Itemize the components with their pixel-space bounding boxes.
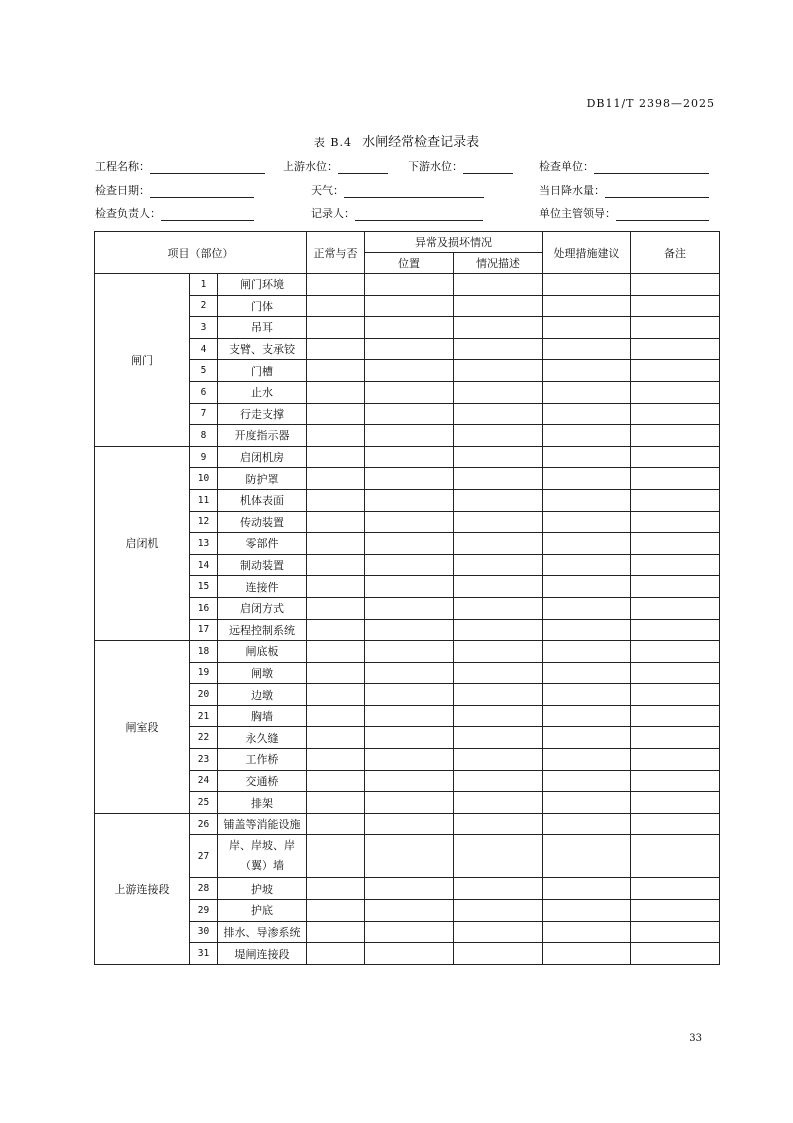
normal-cell[interactable] bbox=[307, 878, 365, 900]
group-name-cell: 上游连接段 bbox=[95, 813, 190, 964]
description-cell[interactable] bbox=[454, 813, 543, 835]
location-cell[interactable] bbox=[365, 446, 454, 468]
measures-cell[interactable] bbox=[543, 425, 631, 447]
normal-cell[interactable] bbox=[307, 295, 365, 317]
normal-cell[interactable] bbox=[307, 381, 365, 403]
upstream-level-label: 上游水位： bbox=[283, 160, 338, 173]
location-cell[interactable] bbox=[365, 943, 454, 965]
inspection-unit-label: 检查单位： bbox=[539, 160, 594, 173]
table-title-text: 水闸经常检查记录表 bbox=[362, 135, 480, 150]
description-cell[interactable] bbox=[454, 489, 543, 511]
row-item-cell: 开度指示器 bbox=[218, 425, 307, 447]
row-number-cell: 29 bbox=[190, 900, 218, 922]
location-cell[interactable] bbox=[365, 489, 454, 511]
row-item-cell: 远程控制系统 bbox=[218, 619, 307, 641]
upstream-level-blank[interactable] bbox=[338, 161, 388, 174]
recorder-field bbox=[311, 205, 483, 221]
row-number-cell: 10 bbox=[190, 468, 218, 490]
description-cell[interactable] bbox=[454, 619, 543, 641]
upstream-level-field bbox=[283, 158, 388, 174]
measures-cell[interactable] bbox=[543, 705, 631, 727]
normal-cell[interactable] bbox=[307, 749, 365, 771]
remarks-cell[interactable] bbox=[631, 813, 720, 835]
description-cell[interactable] bbox=[454, 468, 543, 490]
measures-cell[interactable] bbox=[543, 274, 631, 296]
measures-cell[interactable] bbox=[543, 468, 631, 490]
location-cell[interactable] bbox=[365, 900, 454, 922]
page-number: 33 bbox=[689, 1033, 702, 1044]
normal-cell[interactable] bbox=[307, 403, 365, 425]
table-code: 表 B.4 bbox=[313, 136, 352, 149]
row-item-cell: 闸门环境 bbox=[218, 274, 307, 296]
row-item-cell: 闸墩 bbox=[218, 662, 307, 684]
weather-blank[interactable] bbox=[344, 185, 484, 198]
remarks-cell[interactable] bbox=[631, 684, 720, 706]
location-cell[interactable] bbox=[365, 425, 454, 447]
normal-cell[interactable] bbox=[307, 511, 365, 533]
description-cell[interactable] bbox=[454, 403, 543, 425]
measures-cell[interactable] bbox=[543, 446, 631, 468]
recorder-label: 记录人： bbox=[311, 207, 355, 220]
remarks-cell[interactable] bbox=[631, 489, 720, 511]
measures-cell[interactable] bbox=[543, 317, 631, 339]
row-number-cell: 27 bbox=[190, 835, 218, 878]
remarks-cell[interactable] bbox=[631, 597, 720, 619]
recorder-blank[interactable] bbox=[355, 208, 483, 221]
unit-leader-label: 单位主管领导： bbox=[539, 207, 616, 220]
remarks-cell[interactable] bbox=[631, 705, 720, 727]
row-item-cell: 吊耳 bbox=[218, 317, 307, 339]
row-number-cell: 12 bbox=[190, 511, 218, 533]
description-cell[interactable] bbox=[454, 576, 543, 598]
measures-cell[interactable] bbox=[543, 597, 631, 619]
inspection-unit-field bbox=[539, 158, 709, 174]
row-item-cell: 堤闸连接段 bbox=[218, 943, 307, 965]
inspection-date-blank[interactable] bbox=[150, 185, 254, 198]
normal-cell[interactable] bbox=[307, 597, 365, 619]
normal-cell[interactable] bbox=[307, 468, 365, 490]
row-number-cell: 9 bbox=[190, 446, 218, 468]
location-cell[interactable] bbox=[365, 770, 454, 792]
normal-cell[interactable] bbox=[307, 727, 365, 749]
normal-cell[interactable] bbox=[307, 813, 365, 835]
description-cell[interactable] bbox=[454, 381, 543, 403]
row-number-cell: 20 bbox=[190, 684, 218, 706]
location-cell[interactable] bbox=[365, 878, 454, 900]
remarks-cell[interactable] bbox=[631, 295, 720, 317]
normal-cell[interactable] bbox=[307, 900, 365, 922]
remarks-cell[interactable] bbox=[631, 662, 720, 684]
remarks-cell[interactable] bbox=[631, 749, 720, 771]
description-cell[interactable] bbox=[454, 597, 543, 619]
unit-leader-blank[interactable] bbox=[616, 208, 709, 221]
remarks-cell[interactable] bbox=[631, 554, 720, 576]
remarks-cell[interactable] bbox=[631, 619, 720, 641]
measures-cell[interactable] bbox=[543, 813, 631, 835]
remarks-cell[interactable] bbox=[631, 770, 720, 792]
row-number-cell: 5 bbox=[190, 360, 218, 382]
description-cell[interactable] bbox=[454, 921, 543, 943]
location-cell[interactable] bbox=[365, 597, 454, 619]
row-item-cell: 支臂、支承铰 bbox=[218, 338, 307, 360]
remarks-cell[interactable] bbox=[631, 900, 720, 922]
inspector-field bbox=[95, 205, 254, 221]
description-cell[interactable] bbox=[454, 317, 543, 339]
row-number-cell: 24 bbox=[190, 770, 218, 792]
row-item-cell: 连接件 bbox=[218, 576, 307, 598]
remarks-cell[interactable] bbox=[631, 317, 720, 339]
location-cell[interactable] bbox=[365, 511, 454, 533]
row-item-cell: 护底 bbox=[218, 900, 307, 922]
description-cell[interactable] bbox=[454, 878, 543, 900]
remarks-cell[interactable] bbox=[631, 921, 720, 943]
description-cell[interactable] bbox=[454, 770, 543, 792]
normal-cell[interactable] bbox=[307, 360, 365, 382]
row-item-cell: 防护罩 bbox=[218, 468, 307, 490]
inspection-unit-blank[interactable] bbox=[594, 161, 709, 174]
row-number-cell: 8 bbox=[190, 425, 218, 447]
row-number-cell: 1 bbox=[190, 274, 218, 296]
remarks-cell[interactable] bbox=[631, 943, 720, 965]
measures-cell[interactable] bbox=[543, 381, 631, 403]
row-item-cell: 边墩 bbox=[218, 684, 307, 706]
table-row bbox=[95, 446, 720, 468]
row-number-cell: 13 bbox=[190, 533, 218, 555]
row-item-cell: 机体表面 bbox=[218, 489, 307, 511]
measures-cell[interactable] bbox=[543, 619, 631, 641]
measures-cell[interactable] bbox=[543, 360, 631, 382]
row-item-cell: 门体 bbox=[218, 295, 307, 317]
measures-cell[interactable] bbox=[543, 770, 631, 792]
remarks-cell[interactable] bbox=[631, 792, 720, 814]
measures-cell[interactable] bbox=[543, 511, 631, 533]
description-cell[interactable] bbox=[454, 727, 543, 749]
row-item-cell: 岸、岸坡、岸（翼）墙 bbox=[218, 835, 307, 878]
description-cell[interactable] bbox=[454, 554, 543, 576]
measures-cell[interactable] bbox=[543, 943, 631, 965]
group-name-cell: 闸室段 bbox=[95, 641, 190, 814]
normal-cell[interactable] bbox=[307, 489, 365, 511]
row-number-cell: 11 bbox=[190, 489, 218, 511]
measures-cell[interactable] bbox=[543, 403, 631, 425]
location-cell[interactable] bbox=[365, 619, 454, 641]
location-cell[interactable] bbox=[365, 684, 454, 706]
project-name-label: 工程名称： bbox=[95, 160, 150, 173]
project-name-blank[interactable] bbox=[150, 161, 265, 174]
row-item-cell: 启闭机房 bbox=[218, 446, 307, 468]
row-item-cell: 铺盖等消能设施 bbox=[218, 813, 307, 835]
description-cell[interactable] bbox=[454, 684, 543, 706]
header-abnormal: 异常及损坏情况 bbox=[365, 232, 543, 253]
normal-cell[interactable] bbox=[307, 274, 365, 296]
project-name-field bbox=[95, 158, 265, 174]
row-item-cell: 排架 bbox=[218, 792, 307, 814]
location-cell[interactable] bbox=[365, 468, 454, 490]
inspection-date-label: 检查日期： bbox=[95, 184, 150, 197]
row-item-cell: 传动装置 bbox=[218, 511, 307, 533]
measures-cell[interactable] bbox=[543, 749, 631, 771]
normal-cell[interactable] bbox=[307, 943, 365, 965]
location-cell[interactable] bbox=[365, 533, 454, 555]
location-cell[interactable] bbox=[365, 662, 454, 684]
inspector-label: 检查负责人： bbox=[95, 207, 161, 220]
remarks-cell[interactable] bbox=[631, 274, 720, 296]
remarks-cell[interactable] bbox=[631, 878, 720, 900]
description-cell[interactable] bbox=[454, 900, 543, 922]
row-number-cell: 26 bbox=[190, 813, 218, 835]
description-cell[interactable] bbox=[454, 835, 543, 878]
row-item-cell: 启闭方式 bbox=[218, 597, 307, 619]
row-item-cell: 闸底板 bbox=[218, 641, 307, 663]
row-item-cell: 门槽 bbox=[218, 360, 307, 382]
normal-cell[interactable] bbox=[307, 619, 365, 641]
row-item-cell: 胸墙 bbox=[218, 705, 307, 727]
rainfall-blank[interactable] bbox=[605, 185, 709, 198]
normal-cell[interactable] bbox=[307, 662, 365, 684]
header-item: 项目（部位） bbox=[95, 232, 307, 274]
location-cell[interactable] bbox=[365, 554, 454, 576]
description-cell[interactable] bbox=[454, 511, 543, 533]
rainfall-label: 当日降水量： bbox=[539, 184, 605, 197]
row-item-cell: 永久缝 bbox=[218, 727, 307, 749]
location-cell[interactable] bbox=[365, 921, 454, 943]
downstream-level-field bbox=[408, 158, 513, 174]
location-cell[interactable] bbox=[365, 813, 454, 835]
location-cell[interactable] bbox=[365, 835, 454, 878]
header-normal: 正常与否 bbox=[307, 232, 365, 274]
row-item-cell: 护坡 bbox=[218, 878, 307, 900]
location-cell[interactable] bbox=[365, 792, 454, 814]
header-description: 情况描述 bbox=[454, 253, 543, 274]
location-cell[interactable] bbox=[365, 274, 454, 296]
table-row bbox=[95, 813, 720, 835]
remarks-cell[interactable] bbox=[631, 425, 720, 447]
remarks-cell[interactable] bbox=[631, 381, 720, 403]
table-title bbox=[0, 131, 793, 150]
row-number-cell: 17 bbox=[190, 619, 218, 641]
row-number-cell: 15 bbox=[190, 576, 218, 598]
normal-cell[interactable] bbox=[307, 554, 365, 576]
normal-cell[interactable] bbox=[307, 425, 365, 447]
document-id: DB11/T 2398—2025 bbox=[586, 97, 715, 110]
remarks-cell[interactable] bbox=[631, 835, 720, 878]
weather-label: 天气： bbox=[311, 184, 344, 197]
normal-cell[interactable] bbox=[307, 835, 365, 878]
normal-cell[interactable] bbox=[307, 684, 365, 706]
row-number-cell: 21 bbox=[190, 705, 218, 727]
header-remarks: 备注 bbox=[631, 232, 720, 274]
measures-cell[interactable] bbox=[543, 338, 631, 360]
location-cell[interactable] bbox=[365, 576, 454, 598]
measures-cell[interactable] bbox=[543, 878, 631, 900]
inspector-blank[interactable] bbox=[161, 208, 254, 221]
description-cell[interactable] bbox=[454, 274, 543, 296]
remarks-cell[interactable] bbox=[631, 533, 720, 555]
description-cell[interactable] bbox=[454, 705, 543, 727]
row-item-cell: 制动装置 bbox=[218, 554, 307, 576]
row-item-cell: 排水、导渗系统 bbox=[218, 921, 307, 943]
table-row bbox=[95, 641, 720, 663]
row-number-cell: 3 bbox=[190, 317, 218, 339]
measures-cell[interactable] bbox=[543, 727, 631, 749]
inspection-date-field bbox=[95, 182, 254, 198]
row-number-cell: 16 bbox=[190, 597, 218, 619]
description-cell[interactable] bbox=[454, 641, 543, 663]
measures-cell[interactable] bbox=[543, 792, 631, 814]
measures-cell[interactable] bbox=[543, 900, 631, 922]
description-cell[interactable] bbox=[454, 295, 543, 317]
normal-cell[interactable] bbox=[307, 641, 365, 663]
description-cell[interactable] bbox=[454, 749, 543, 771]
row-number-cell: 2 bbox=[190, 295, 218, 317]
row-item-cell: 交通桥 bbox=[218, 770, 307, 792]
normal-cell[interactable] bbox=[307, 317, 365, 339]
remarks-cell[interactable] bbox=[631, 446, 720, 468]
measures-cell[interactable] bbox=[543, 295, 631, 317]
row-number-cell: 4 bbox=[190, 338, 218, 360]
location-cell[interactable] bbox=[365, 705, 454, 727]
row-number-cell: 25 bbox=[190, 792, 218, 814]
remarks-cell[interactable] bbox=[631, 641, 720, 663]
header-measures: 处理措施建议 bbox=[543, 232, 631, 274]
measures-cell[interactable] bbox=[543, 533, 631, 555]
measures-cell[interactable] bbox=[543, 921, 631, 943]
location-cell[interactable] bbox=[365, 403, 454, 425]
location-cell[interactable] bbox=[365, 360, 454, 382]
remarks-cell[interactable] bbox=[631, 727, 720, 749]
description-cell[interactable] bbox=[454, 792, 543, 814]
row-number-cell: 23 bbox=[190, 749, 218, 771]
location-cell[interactable] bbox=[365, 727, 454, 749]
row-item-cell: 行走支撑 bbox=[218, 403, 307, 425]
unit-leader-field bbox=[539, 205, 709, 221]
remarks-cell[interactable] bbox=[631, 576, 720, 598]
row-number-cell: 18 bbox=[190, 641, 218, 663]
row-item-cell: 零部件 bbox=[218, 533, 307, 555]
location-cell[interactable] bbox=[365, 295, 454, 317]
measures-cell[interactable] bbox=[543, 489, 631, 511]
row-number-cell: 7 bbox=[190, 403, 218, 425]
description-cell[interactable] bbox=[454, 338, 543, 360]
remarks-cell[interactable] bbox=[631, 338, 720, 360]
rainfall-field bbox=[539, 182, 709, 198]
normal-cell[interactable] bbox=[307, 533, 365, 555]
location-cell[interactable] bbox=[365, 338, 454, 360]
normal-cell[interactable] bbox=[307, 921, 365, 943]
remarks-cell[interactable] bbox=[631, 511, 720, 533]
row-item-cell: 止水 bbox=[218, 381, 307, 403]
description-cell[interactable] bbox=[454, 425, 543, 447]
row-number-cell: 14 bbox=[190, 554, 218, 576]
header-row-1 bbox=[95, 232, 720, 253]
row-number-cell: 28 bbox=[190, 878, 218, 900]
row-number-cell: 22 bbox=[190, 727, 218, 749]
description-cell[interactable] bbox=[454, 533, 543, 555]
measures-cell[interactable] bbox=[543, 641, 631, 663]
location-cell[interactable] bbox=[365, 317, 454, 339]
normal-cell[interactable] bbox=[307, 338, 365, 360]
remarks-cell[interactable] bbox=[631, 403, 720, 425]
measures-cell[interactable] bbox=[543, 554, 631, 576]
description-cell[interactable] bbox=[454, 446, 543, 468]
weather-field bbox=[311, 182, 484, 198]
group-name-cell: 启闭机 bbox=[95, 446, 190, 640]
row-number-cell: 31 bbox=[190, 943, 218, 965]
row-number-cell: 19 bbox=[190, 662, 218, 684]
description-cell[interactable] bbox=[454, 662, 543, 684]
remarks-cell[interactable] bbox=[631, 468, 720, 490]
remarks-cell[interactable] bbox=[631, 360, 720, 382]
description-cell[interactable] bbox=[454, 943, 543, 965]
measures-cell[interactable] bbox=[543, 576, 631, 598]
downstream-level-blank[interactable] bbox=[463, 161, 513, 174]
normal-cell[interactable] bbox=[307, 770, 365, 792]
measures-cell[interactable] bbox=[543, 835, 631, 878]
row-item-cell: 工作桥 bbox=[218, 749, 307, 771]
location-cell[interactable] bbox=[365, 641, 454, 663]
description-cell[interactable] bbox=[454, 360, 543, 382]
table-row bbox=[95, 274, 720, 296]
row-number-cell: 30 bbox=[190, 921, 218, 943]
normal-cell[interactable] bbox=[307, 446, 365, 468]
normal-cell[interactable] bbox=[307, 792, 365, 814]
normal-cell[interactable] bbox=[307, 576, 365, 598]
row-number-cell: 6 bbox=[190, 381, 218, 403]
location-cell[interactable] bbox=[365, 749, 454, 771]
group-name-cell: 闸门 bbox=[95, 274, 190, 447]
inspection-table bbox=[94, 231, 720, 965]
measures-cell[interactable] bbox=[543, 662, 631, 684]
measures-cell[interactable] bbox=[543, 684, 631, 706]
header-location: 位置 bbox=[365, 253, 454, 274]
normal-cell[interactable] bbox=[307, 705, 365, 727]
downstream-level-label: 下游水位： bbox=[408, 160, 463, 173]
location-cell[interactable] bbox=[365, 381, 454, 403]
